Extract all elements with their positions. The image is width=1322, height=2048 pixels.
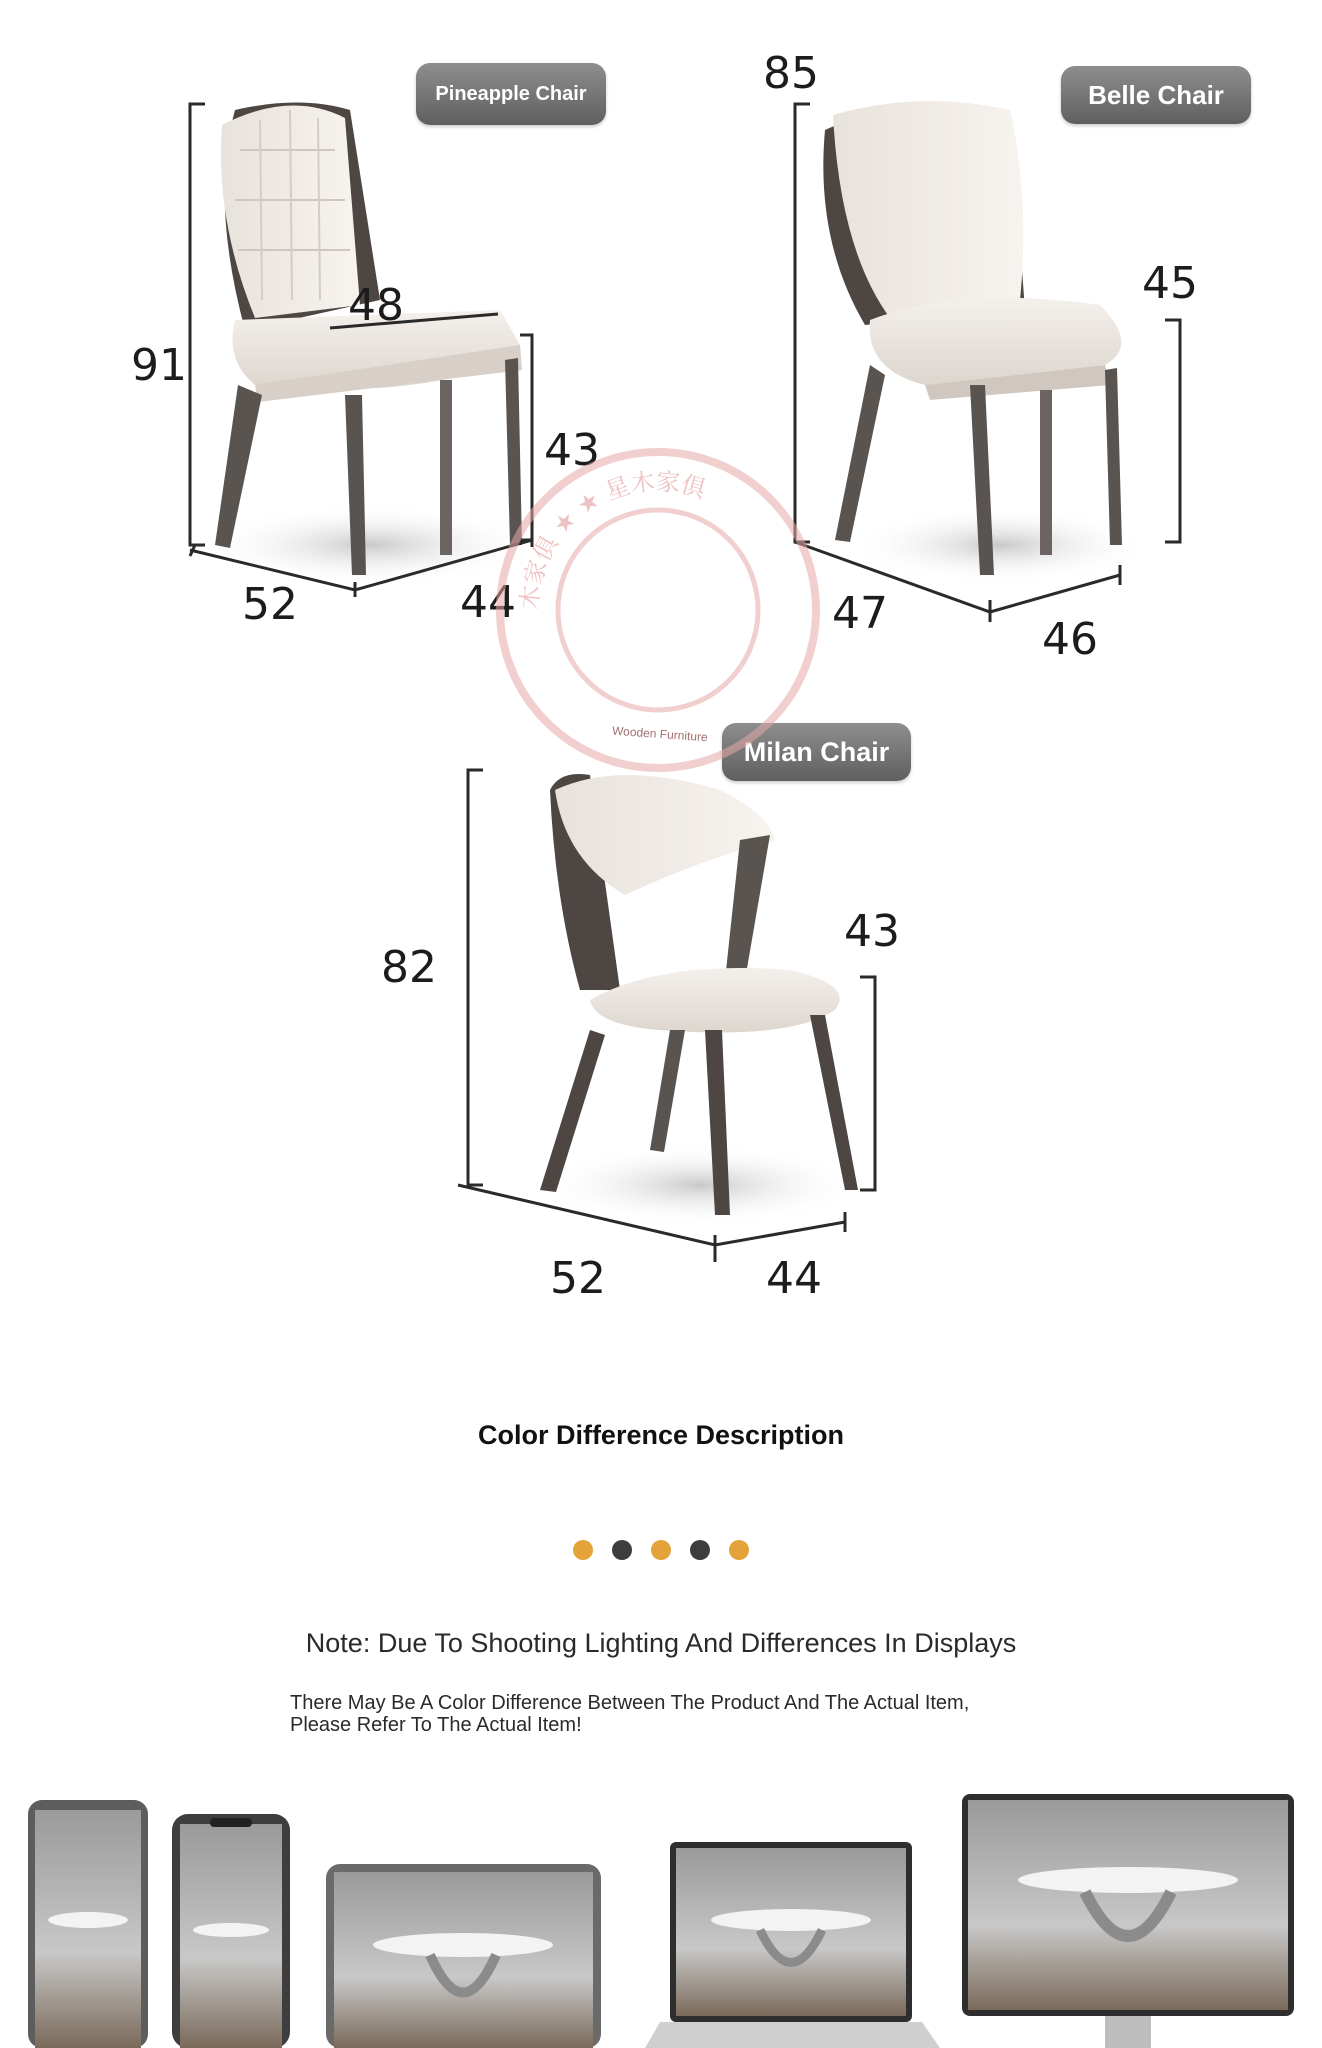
tablet-device	[326, 1864, 601, 2048]
belle-height-label: 85	[763, 48, 819, 99]
pineapple-seat-height-label: 43	[544, 425, 600, 476]
milan-seat-height-label: 43	[844, 906, 900, 957]
svg-text:木家俱 ★ ★ 星木家俱: 木家俱 ★ ★ 星木家俱	[515, 467, 709, 611]
laptop-device	[645, 1842, 940, 2048]
belle-width-label: 47	[832, 588, 888, 639]
color-dots	[0, 1540, 1322, 1560]
color-note-line-1: There May Be A Color Difference Between The Product And The Actual Item,	[290, 1692, 970, 1714]
milan-chair-illustration	[540, 774, 860, 1225]
belle-chair-badge: Belle Chair	[1061, 66, 1251, 124]
pineapple-height-label: 91	[131, 340, 187, 391]
milan-depth-label: 44	[766, 1253, 822, 1304]
color-dot	[729, 1540, 749, 1560]
watermark-label: Wooden Furniture	[611, 723, 709, 745]
color-note-body	[290, 1692, 1050, 1736]
color-note-line-2: Please Refer To The Actual Item!	[290, 1714, 582, 1736]
color-dot	[651, 1540, 671, 1560]
pineapple-chair-badge: Pineapple Chair	[416, 63, 606, 125]
pineapple-seat-width-label: 48	[348, 280, 404, 331]
color-dot	[612, 1540, 632, 1560]
color-note-heading: Note: Due To Shooting Lighting And Differences In Displays	[305, 1628, 1017, 1658]
belle-depth-label: 46	[1042, 614, 1098, 665]
pineapple-depth-label: 44	[460, 577, 516, 628]
belle-chair-illustration	[823, 101, 1150, 583]
milan-chair-badge: Milan Chair	[722, 723, 911, 781]
phone-device-1	[28, 1800, 148, 2048]
pineapple-width-label: 52	[242, 579, 298, 630]
color-dot	[690, 1540, 710, 1560]
milan-width-label: 52	[550, 1253, 606, 1304]
milan-height-label: 82	[381, 942, 437, 993]
device-comparison-row	[0, 1780, 1322, 2048]
monitor-device	[962, 1794, 1294, 2048]
color-dot	[573, 1540, 593, 1560]
phone-device-2	[172, 1814, 290, 2048]
belle-seat-height-label: 45	[1142, 258, 1198, 309]
color-difference-title: Color Difference Description	[477, 1420, 845, 1450]
